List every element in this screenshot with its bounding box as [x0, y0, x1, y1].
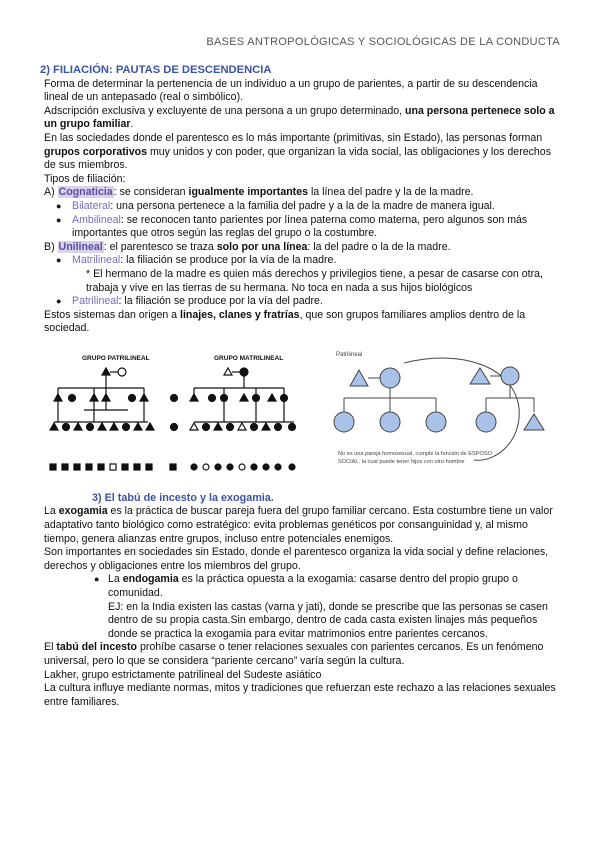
type-b-unilineal: B) Unilineal: el parentesco se traza solo por una línea: la del padre o la de la madre.	[44, 240, 451, 253]
sketch-note-line-2: SOCIAL. la cual puede tener hijos con otro hombre	[338, 458, 465, 465]
kinship-diagrams	[44, 348, 556, 478]
paragraph: Adscripción exclusiva y excluyente de una persona a un grupo determinado, una persona pertenece solo a un grupo familiar.	[44, 104, 555, 131]
section-2-heading: 2) FILIACIÓN: PAUTAS DE DESCENDENCIA	[40, 64, 272, 76]
document-body	[40, 64, 556, 709]
patrilineal-sketch	[334, 352, 544, 465]
list-item-bilateral: ● Bilateral: una persona pertenece a la familia del padre y a la de la madre de manera igual.	[56, 199, 495, 212]
running-header: BASES ANTROPOLÓGICAS Y SOCIOLÓGICAS DE LA CONDUCTA	[206, 36, 560, 48]
list-item-patrilineal: ● Patrilineal: la filiación se produce por la vía del padre.	[56, 295, 323, 308]
paragraph: Lakher, grupo estrictamente patrilineal del Sudeste asiático	[44, 668, 322, 681]
matrilineal-diagram	[190, 355, 296, 470]
types-intro: Tipos de filiación:	[44, 172, 126, 185]
matrilineal-note: * El hermano de la madre es quien más derechos y privilegios tiene, a pesar de casarse con otra, trabaja y vive en las tierras de su hermana. No toca en nada a sus hijos biológicos	[86, 267, 543, 294]
paragraph: Estos sistemas dan origen a linajes, clanes y fratrías, que son grupos familiares amplios dentro de la sociedad.	[44, 308, 526, 335]
patrilineal-label: GRUPO PATRILINEAL	[82, 354, 150, 362]
list-item-ambilineal: ● Ambilineal: se reconocen tanto parientes por línea paterna como materna, pero algunos son más importantes que otros según las reglas del grupo o la costumbre.	[56, 213, 528, 240]
list-item-endogamia: ● La endogamia es la práctica opuesta a la exogamia: casarse dentro del propio grupo o comunidad.	[94, 573, 518, 600]
kinship-diagram-figure	[44, 348, 556, 478]
paragraph: El tabú del incesto prohíbe casarse o tener relaciones sexuales con parientes cercanos. Es un fenómeno universal, pero lo que se considera “pariente cercano” varía según la cultura.	[44, 641, 544, 667]
endogamia-example: EJ: en la India existen las castas (varna y jati), donde se prescribe que las personas se casen dentro de su propia casta.Sin embargo, dentro de cada casta existen linajes más pequeños donde se practica la exogamia para evitar matrimonios entre parientes cercanos.	[108, 600, 548, 640]
paragraph: En las sociedades donde el parentesco es lo más importante (primitivas, sin Estado), las personas forman grupos corporativos muy unidos y con poder, que organizan la vida social, las obligaciones y los derechos de sus miembros.	[44, 131, 551, 172]
paragraph: Forma de determinar la pertenencia de un individuo a un grupo de parientes, a partir de su descendencia lineal de un antepasado (real o simbólico).	[44, 77, 538, 104]
section-3-heading: 3) El tabú de incesto y la exogamia.	[92, 491, 274, 504]
sketch-note-line-1: No es una pareja homosexual, cumple la función de ESPOSO	[338, 450, 492, 457]
list-item-matrilineal: ● Matrilineal: la filiación se produce por la vía de la madre.	[56, 254, 337, 267]
matrilineal-label: GRUPO MATRILINEAL	[214, 354, 284, 362]
patrilineal-diagram	[50, 355, 178, 470]
type-a-cognaticia: A) Cognaticia: se consideran igualmente importantes la línea del padre y la de la madre.	[44, 186, 474, 199]
paragraph: La exogamia es la práctica de buscar pareja fuera del grupo familiar cercano. Esta costumbre tiene un valor adaptativo tanto biológico como estratégico: evita problemas genéticos por consanguinidad y, al mismo tiempo, genera alianzas entre grupos, incluso entre potenciales enemigos.	[44, 505, 553, 545]
sketch-label: Patrilineal	[336, 351, 363, 358]
paragraph: Son importantes en sociedades sin Estado, donde el parentesco organiza la vida social y define relaciones, derechos y obligaciones entre los miembros del grupo.	[44, 546, 549, 572]
paragraph: La cultura influye mediante normas, mitos y tradiciones que refuerzan este rechazo a las relaciones sexuales entre familiares.	[44, 682, 556, 708]
